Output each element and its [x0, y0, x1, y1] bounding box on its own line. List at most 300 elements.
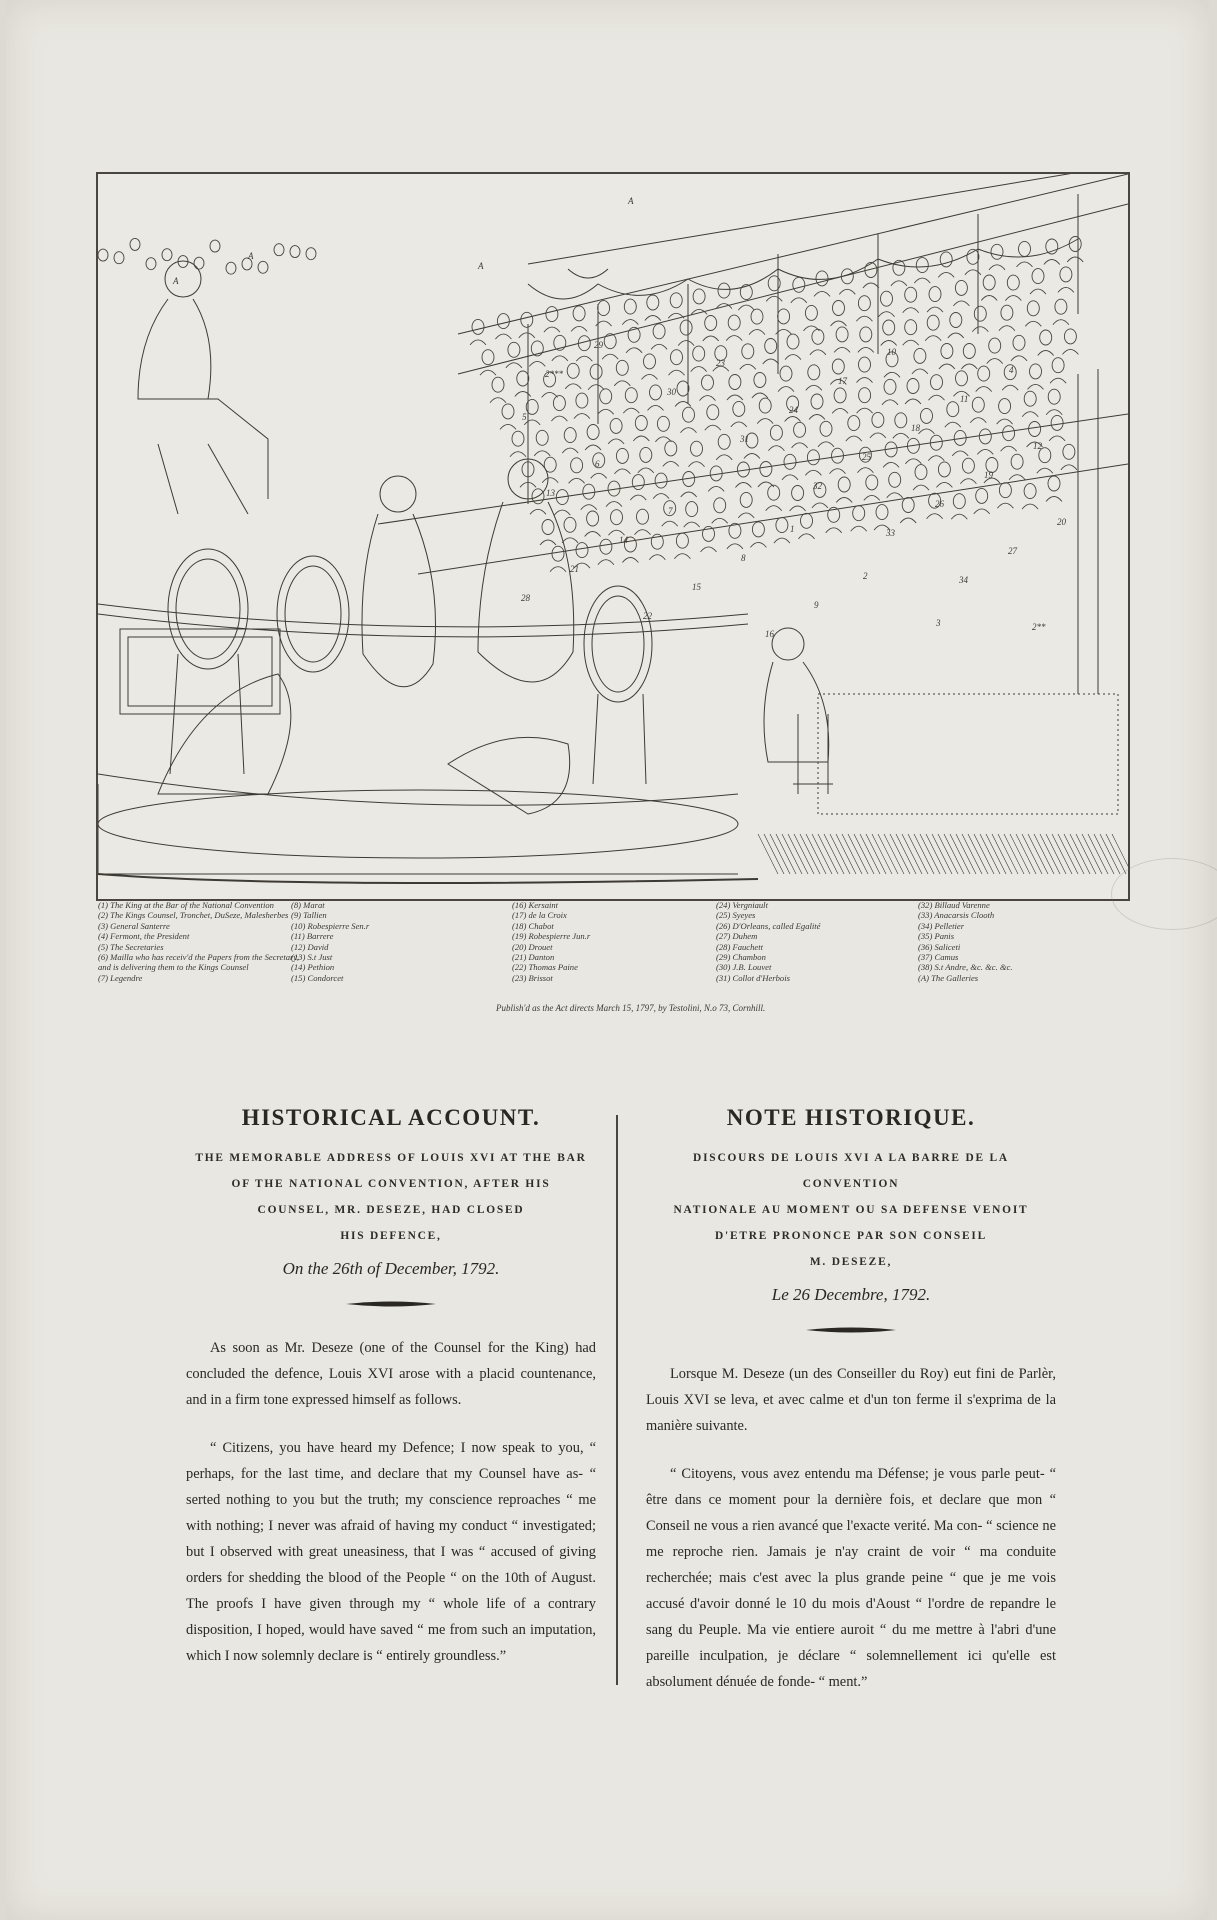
- crowd-shoulders: [766, 296, 782, 301]
- bar-platform: [98, 604, 758, 883]
- crowd-shoulders: [856, 316, 872, 321]
- english-subtitle-line: OF THE NATIONAL CONVENTION, AFTER HIS: [231, 1178, 551, 1190]
- french-subtitle-line: DISCOURS DE LOUIS XVI A LA BARRE DE LA CONVENTION: [693, 1152, 1009, 1190]
- crowd-head: [702, 375, 714, 390]
- hatch-line: [932, 834, 952, 874]
- crowd-shoulders: [1005, 296, 1021, 301]
- crowd-head: [583, 484, 595, 499]
- crowd-shoulders: [1037, 468, 1053, 473]
- ornament-rule-icon: [806, 1325, 896, 1335]
- hatch-line: [1004, 834, 1024, 874]
- crowd-shoulders: [905, 399, 921, 404]
- crowd-shoulders: [863, 283, 879, 288]
- crowd-shoulders: [999, 326, 1015, 331]
- crowd-shoulders: [740, 364, 756, 369]
- plate-label: A: [478, 261, 484, 271]
- crowd-shoulders: [912, 369, 928, 374]
- crowd-head: [258, 261, 268, 273]
- english-date: On the 26th of December, 1792.: [282, 1259, 500, 1278]
- crowd-shoulders: [626, 348, 642, 353]
- crowd-head: [765, 339, 777, 354]
- crowd-head: [714, 498, 726, 513]
- crowd-head: [553, 396, 565, 411]
- crowd-shoulders: [674, 554, 690, 559]
- crowd-head: [999, 483, 1011, 498]
- crowd-head: [472, 319, 484, 334]
- crowd-head: [671, 350, 683, 365]
- crowd-shoulders: [554, 510, 570, 515]
- plate-label: 2: [863, 571, 868, 581]
- crowd-shoulders: [495, 334, 511, 339]
- plate-label: 9: [814, 600, 819, 610]
- legend-column-5: [918, 900, 1013, 983]
- legend-entry: (23) Brissot: [512, 972, 553, 983]
- hatch-line: [1028, 834, 1048, 874]
- crowd-head: [728, 315, 740, 330]
- crowd-head: [647, 295, 659, 310]
- english-subtitle-line: THE MEMORABLE ADDRESS OF LOUIS XVI AT THE BAR: [195, 1152, 587, 1164]
- crowd-shoulders: [565, 384, 581, 389]
- crowd-head: [686, 502, 698, 517]
- crowd-shoulders: [834, 347, 850, 352]
- crowd-shoulders: [803, 326, 819, 331]
- hatch-line: [1106, 834, 1126, 874]
- crowd-shoulders: [913, 485, 929, 490]
- crowd-shoulders: [1058, 287, 1074, 292]
- crowd-head: [718, 283, 730, 298]
- crowd-shoulders: [945, 422, 961, 427]
- crowd-head: [778, 309, 790, 324]
- crowd-shoulders: [544, 327, 560, 332]
- crowd-shoulders: [552, 356, 568, 361]
- legend-entry: (30) J.B. Louvet: [716, 962, 772, 973]
- crowd-shoulders: [927, 307, 943, 312]
- plate-label: 23: [716, 358, 725, 368]
- crowd-shoulders: [766, 506, 782, 511]
- crowd-shoulders: [571, 326, 587, 331]
- crowd-head: [956, 371, 968, 386]
- crowd-head: [632, 475, 644, 490]
- crowd-shoulders: [758, 482, 774, 487]
- hatch-line: [788, 834, 808, 874]
- crowd-head: [693, 289, 705, 304]
- crowd-shoulders: [857, 408, 873, 413]
- hatch-line: [1016, 834, 1036, 874]
- crowd-shoulders: [550, 567, 566, 572]
- hatch-line: [1058, 834, 1078, 874]
- crowd-shoulders: [960, 479, 976, 484]
- crowd-head: [598, 301, 610, 316]
- crowd-shoulders: [891, 281, 907, 286]
- plate-label: 11: [960, 394, 969, 404]
- crowd-shoulders: [614, 469, 630, 474]
- crowd-shoulders: [651, 344, 667, 349]
- plate-label: 22: [643, 611, 652, 621]
- crowd-head: [834, 388, 846, 403]
- crowd-head: [921, 408, 933, 423]
- crowd-shoulders: [662, 521, 678, 526]
- crowd-shoulders: [1025, 321, 1041, 326]
- crowd-shoulders: [663, 461, 679, 466]
- crowd-head: [1019, 241, 1031, 256]
- crowd-head: [653, 324, 665, 339]
- legend-entry: (35) Panis: [918, 931, 955, 942]
- plate-label: 30: [667, 387, 676, 397]
- crowd-shoulders: [712, 518, 728, 523]
- crowd-shoulders: [809, 415, 825, 420]
- crowd-head: [640, 447, 652, 462]
- crowd-head: [983, 275, 995, 290]
- crowd-shoulders: [805, 470, 821, 475]
- crowd-head: [610, 418, 622, 433]
- hatch-line: [806, 834, 826, 874]
- crowd-head: [604, 334, 616, 349]
- crowd-head: [616, 360, 628, 375]
- hatch-line: [926, 834, 946, 874]
- crowd-head: [536, 430, 548, 445]
- crowd-shoulders: [792, 443, 808, 448]
- hatch-line: [902, 834, 922, 874]
- crowd-shoulders: [735, 483, 751, 488]
- crowd-shoulders: [799, 534, 815, 539]
- crowd-shoulders: [705, 425, 721, 430]
- crowd-head: [637, 509, 649, 524]
- crowd-head: [999, 399, 1011, 414]
- crowd-shoulders: [914, 278, 930, 283]
- english-paragraph-intro: As soon as Mr. Deseze (one of the Counsel for the King) had concluded the defence, Louis XVI arose with a placid countenance, and in a firm tone expressed himself as follows.: [186, 1340, 596, 1408]
- crowd-shoulders: [1053, 320, 1069, 325]
- crowd-head: [552, 546, 564, 561]
- plate-label: 25: [862, 452, 871, 462]
- crowd-head: [691, 441, 703, 456]
- crowd-head: [859, 357, 871, 372]
- crowd-head: [162, 249, 172, 261]
- crowd-head: [564, 517, 576, 532]
- crowd-shoulders: [927, 514, 943, 519]
- engraving-legend: [98, 900, 1138, 1000]
- crowd-shoulders: [879, 312, 895, 317]
- crowd-shoulders: [818, 442, 834, 447]
- french-heading: NOTE HISTORIQUE.: [726, 1105, 976, 1130]
- crowd-shoulders: [774, 538, 790, 543]
- crowd-shoulders: [1011, 356, 1027, 361]
- paper-sheet: [6, 0, 1209, 1920]
- crowd-shoulders: [630, 495, 646, 500]
- crowd-head: [955, 280, 967, 295]
- crowd-head: [950, 313, 962, 328]
- crowd-head: [1030, 364, 1042, 379]
- legend-column-2: [291, 900, 369, 983]
- legend-entry: (8) Marat: [291, 900, 325, 910]
- crowd-shoulders: [701, 547, 717, 552]
- crowd-head: [590, 364, 602, 379]
- hatch-line: [1088, 834, 1108, 874]
- plate-label: 18: [911, 423, 920, 433]
- hatch-line: [764, 834, 784, 874]
- crowd-shoulders: [602, 354, 618, 359]
- crowd-shoulders: [608, 439, 624, 444]
- crowd-shoulders: [1050, 378, 1066, 383]
- hatch-line: [866, 834, 886, 874]
- plate-label: 7: [668, 506, 673, 516]
- crowd-head: [676, 533, 688, 548]
- legend-entry: (28) Fauchett: [716, 941, 764, 952]
- crowd-shoulders: [524, 420, 540, 425]
- crowd-head: [611, 510, 623, 525]
- crowd-head: [707, 405, 719, 420]
- plate-label: 17: [838, 376, 847, 386]
- crowd-head: [1001, 305, 1013, 320]
- crowd-head: [940, 252, 952, 267]
- crowd-shoulders: [678, 341, 694, 346]
- crowd-shoulders: [785, 417, 801, 422]
- crowd-head: [729, 523, 741, 538]
- plate-label: 26: [935, 499, 944, 509]
- crowd-head: [801, 513, 813, 528]
- crowd-shoulders: [598, 409, 614, 414]
- plate-label: 27: [1008, 546, 1017, 556]
- crowd-shoulders: [534, 451, 550, 456]
- crowd-shoulders: [948, 333, 964, 338]
- plate-label: 29: [594, 340, 603, 350]
- plate-label: 32: [813, 481, 822, 491]
- crowd-shoulders: [757, 419, 773, 424]
- crowd-shoulders: [727, 395, 743, 400]
- crowd-head: [833, 301, 845, 316]
- legend-column-4: [716, 900, 820, 983]
- crowd-shoulders: [893, 433, 909, 438]
- crowd-shoulders: [1017, 262, 1033, 267]
- crowd-head: [1052, 358, 1064, 373]
- plate-label: 6: [595, 459, 600, 469]
- crowd-head: [872, 412, 884, 427]
- crowd-shoulders: [814, 291, 830, 296]
- hatch-line: [860, 834, 880, 874]
- crowd-head: [542, 520, 554, 535]
- legend-entry: (15) Condorcet: [291, 972, 344, 983]
- crowd-shoulders: [642, 374, 658, 379]
- crowd-head: [740, 492, 752, 507]
- hatch-line: [962, 834, 982, 874]
- crowd-shoulders: [839, 289, 855, 294]
- crowd-shoulders: [648, 405, 664, 410]
- hatch-line: [848, 834, 868, 874]
- crowd-head: [859, 388, 871, 403]
- legend-entry: (34) Pelletier: [918, 920, 965, 931]
- plate-label: A: [173, 276, 179, 286]
- crowd-head: [858, 296, 870, 311]
- crowd-head: [729, 375, 741, 390]
- plate-label: 4: [1009, 365, 1014, 375]
- plate-label: 5: [522, 412, 527, 422]
- crowd-head: [976, 488, 988, 503]
- crowd-head: [991, 244, 1003, 259]
- plate-label: A: [248, 251, 254, 261]
- crowd-shoulders: [903, 308, 919, 313]
- legend-entry: (13) S.t Just: [291, 952, 333, 963]
- english-subtitle: [186, 1145, 596, 1249]
- crowd-head: [895, 413, 907, 428]
- hatch-line: [1094, 834, 1114, 874]
- crowd-head: [832, 359, 844, 374]
- crowd-shoulders: [645, 316, 661, 321]
- crowd-head: [497, 314, 509, 329]
- crowd-head: [1007, 275, 1019, 290]
- crowd-head: [482, 350, 494, 365]
- hatch-line: [1052, 834, 1072, 874]
- plate-label: 10: [887, 347, 896, 357]
- crowd-shoulders: [882, 400, 898, 405]
- column-divider: [616, 1115, 618, 1685]
- crowd-shoulders: [738, 305, 754, 310]
- crowd-head: [889, 472, 901, 487]
- crowd-shoulders: [529, 361, 545, 366]
- legend-entry: (25) Syeyes: [716, 910, 756, 921]
- legend-entry: (10) Robespierre Sen.r: [291, 920, 370, 931]
- english-heading: HISTORICAL ACCOUNT.: [241, 1105, 541, 1130]
- plate-label: 20: [1057, 517, 1066, 527]
- crowd-head: [1040, 330, 1052, 345]
- crowd-shoulders: [1028, 384, 1044, 389]
- crowd-shoulders: [738, 513, 754, 518]
- crowd-head: [807, 450, 819, 465]
- legend-entry: (12) David: [291, 941, 329, 952]
- crowd-head: [881, 291, 893, 306]
- crowd-shoulders: [585, 445, 601, 450]
- crowd-shoulders: [970, 418, 986, 423]
- crowd-head: [929, 287, 941, 302]
- crowd-head: [876, 505, 888, 520]
- crowd-head: [931, 375, 943, 390]
- legend-entry: (29) Chambon: [716, 952, 766, 963]
- crowd-head: [705, 316, 717, 331]
- hatch-line: [872, 834, 892, 874]
- crowd-shoulders: [836, 498, 852, 503]
- engraving-plate: [96, 172, 1130, 901]
- crowd-head: [916, 258, 928, 273]
- crowd-shoulders: [703, 336, 719, 341]
- french-subtitle-line: M. DESEZE,: [809, 1256, 893, 1268]
- crowd-shoulders: [569, 478, 585, 483]
- crowd-shoulders: [684, 522, 700, 527]
- crowd-head: [1013, 335, 1025, 350]
- crowd-shoulders: [542, 478, 558, 483]
- crowd-shoulders: [653, 494, 669, 499]
- crowd-shoulders: [939, 364, 955, 369]
- crowd-shoulders: [749, 330, 765, 335]
- hatch-line: [884, 834, 904, 874]
- hatch-line: [896, 834, 916, 874]
- crowd-shoulders: [936, 482, 952, 487]
- crowd-shoulders: [470, 340, 486, 345]
- legend-entry: (36) Saliceti: [918, 941, 961, 952]
- crowd-head: [576, 393, 588, 408]
- crowd-head: [838, 477, 850, 492]
- crowd-head: [644, 354, 656, 369]
- plate-label: 31: [740, 434, 749, 444]
- crowd-head: [1069, 237, 1081, 252]
- crowd-head: [564, 428, 576, 443]
- hatch-line: [920, 834, 940, 874]
- crowd-head: [492, 377, 504, 392]
- crowd-head: [1024, 484, 1036, 499]
- crowd-head: [754, 373, 766, 388]
- crowd-head: [794, 422, 806, 437]
- crowd-head: [1011, 454, 1023, 469]
- crowd-shoulders: [691, 367, 707, 372]
- crowd-head: [680, 320, 692, 335]
- crowd-head: [972, 397, 984, 412]
- crowd-head: [733, 401, 745, 416]
- crowd-shoulders: [782, 475, 798, 480]
- crowd-shoulders: [925, 336, 941, 341]
- legend-entry: (33) Anacarsis Clooth: [918, 910, 995, 921]
- plate-label: 2**: [1032, 622, 1046, 632]
- crowd-head: [625, 388, 637, 403]
- legend-entry: (11) Barrere: [291, 931, 334, 942]
- crowd-head: [226, 262, 236, 274]
- crowd-shoulders: [752, 393, 768, 398]
- crowd-head: [848, 416, 860, 431]
- crowd-head: [866, 475, 878, 490]
- crowd-head: [905, 320, 917, 335]
- crowd-head: [1063, 444, 1075, 459]
- crowd-shoulders: [519, 333, 535, 338]
- plate-label: 8: [741, 553, 746, 563]
- crowd-shoulders: [500, 424, 516, 429]
- hatch-line: [878, 834, 898, 874]
- crowd-shoulders: [649, 555, 665, 560]
- crowd-shoulders: [576, 356, 592, 361]
- plate-label: 15: [692, 582, 701, 592]
- crowd-head: [521, 312, 533, 327]
- hatch-line: [776, 834, 796, 874]
- legend-entry: (6) Mailla who has receiv'd the Papers from the Secretary,: [98, 952, 299, 963]
- crowd-shoulders: [997, 419, 1013, 424]
- crowd-head: [883, 320, 895, 335]
- crowd-head: [146, 258, 156, 270]
- ornament-rule-icon: [346, 1299, 436, 1309]
- crowd-head: [677, 381, 689, 396]
- crowd-shoulders: [870, 433, 886, 438]
- crowd-heads: [98, 237, 1083, 572]
- crowd-head: [938, 462, 950, 477]
- crowd-head: [784, 454, 796, 469]
- hatch-line: [914, 834, 934, 874]
- crowd-head: [306, 248, 316, 260]
- crowd-head: [902, 498, 914, 513]
- crowd-shoulders: [669, 370, 685, 375]
- crowd-head: [546, 307, 558, 322]
- hatch-line: [998, 834, 1018, 874]
- hatch-line: [974, 834, 994, 874]
- crowd-head: [1048, 389, 1060, 404]
- crowd-shoulders: [997, 503, 1013, 508]
- crowd-head: [740, 285, 752, 300]
- crowd-shoulders: [987, 359, 1003, 364]
- crowd-head: [655, 473, 667, 488]
- legend-entry: (31) Collot d'Herbois: [716, 972, 790, 983]
- crowd-shoulders: [708, 486, 724, 491]
- plate-label: 12: [1033, 441, 1042, 451]
- plate-label: 33: [886, 528, 895, 538]
- plate-label: 16: [765, 629, 774, 639]
- crowd-head: [657, 416, 669, 431]
- crowd-shoulders: [635, 530, 651, 535]
- legend-entry: (17) de la Croix: [512, 910, 567, 921]
- crowd-head: [812, 329, 824, 344]
- plate-label: 3: [936, 618, 941, 628]
